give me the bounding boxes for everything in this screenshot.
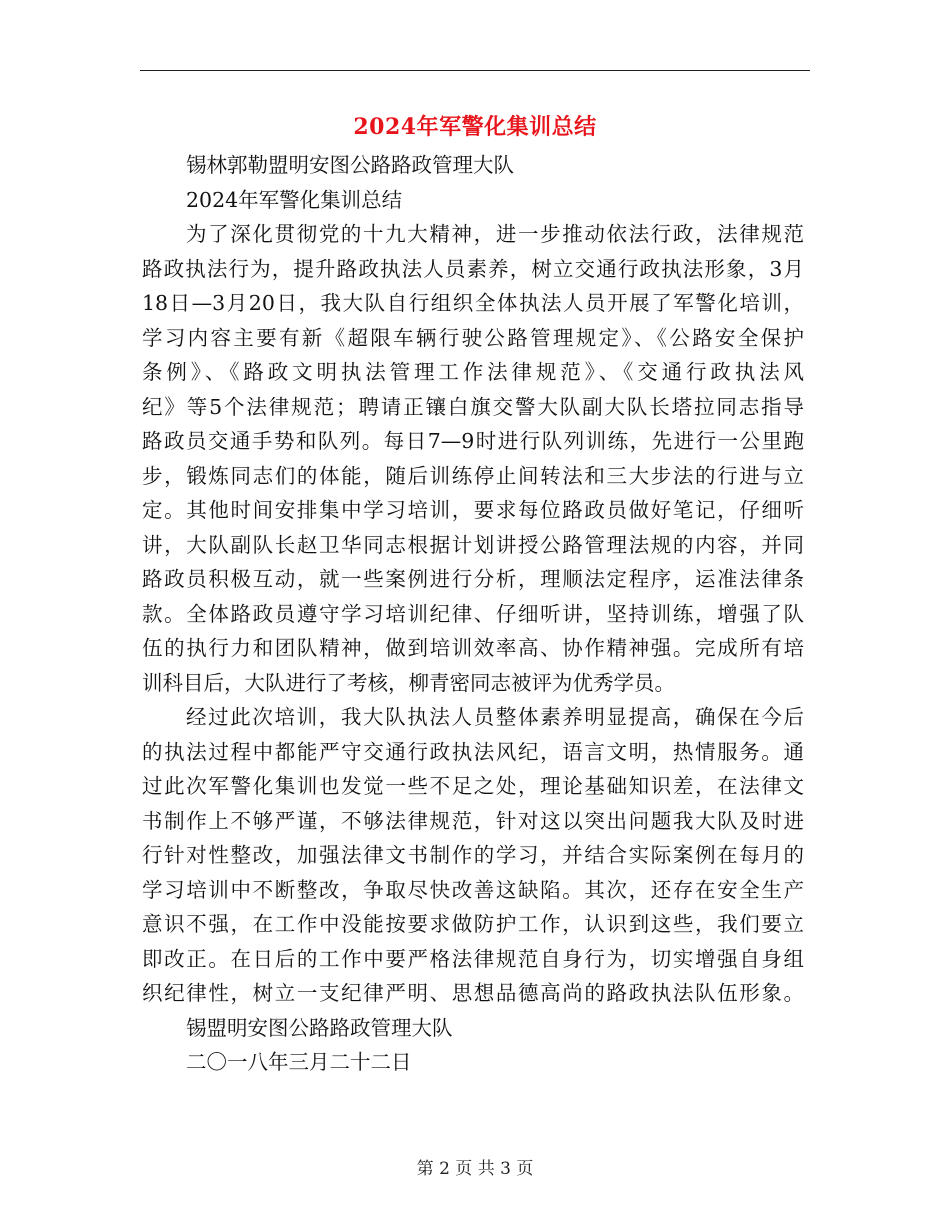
- header-rule: [140, 70, 810, 71]
- paragraph-line: 路政执法行为，提升路政执法人员素养，树立交通行政执法形象，3月: [142, 256, 804, 281]
- paragraph-line: 18日—3月20日，我大队自行组织全体执法人员开展了军警化培训，: [142, 291, 804, 315]
- paragraph-line: 路政员积极互动，就一些案例进行分析，理顺法定程序，运准法律条: [142, 567, 804, 591]
- paragraph-line: 行针对性整改，加强法律文书制作的学习，并结合实际案例在每月的: [142, 843, 804, 867]
- subtitle-line: 2024年军警化集训总结: [186, 187, 403, 212]
- paragraph-line: 为了深化贯彻党的十九大精神，进一步推动依法行政，法律规范: [186, 222, 804, 246]
- paragraph-line: 的执法过程中都能严守交通行政执法风纪，语言文明，热情服务。通: [142, 739, 804, 764]
- document-body: [142, 148, 804, 1080]
- paragraph-2: [142, 700, 804, 1011]
- signature-date: 二〇一八年三月二十二日: [186, 1050, 412, 1074]
- page-number: 第 2 页 共 3 页: [416, 1159, 534, 1179]
- paragraph-line: 路政员交通手势和队列。每日7—9时进行队列训练，先进行一公里跑: [142, 429, 804, 453]
- org-line: 锡林郭勒盟明安图公路路政管理大队: [186, 153, 514, 177]
- paragraph-line: 款。全体路政员遵守学习培训纪律、仔细听讲，坚持训练，增强了队: [142, 601, 804, 626]
- paragraph-line: 纪》等5个法律规范；聘请正镶白旗交警大队副大队长塔拉同志指导: [142, 394, 804, 419]
- paragraph-1: [142, 217, 804, 700]
- paragraph-line: 即改正。在日后的工作中要严格法律规范自身行为，切实增强自身组: [142, 946, 804, 971]
- paragraph-line: 学习内容主要有新《超限车辆行驶公路管理规定》、《公路安全保护: [142, 325, 804, 350]
- paragraph-line: 书制作上不够严谨，不够法律规范，针对这以突出问题我大队及时进: [142, 808, 804, 833]
- paragraph-line: 意识不强，在工作中没能按要求做防护工作，认识到这些，我们要立: [142, 912, 804, 936]
- paragraph-line: 训科目后，大队进行了考核，柳青密同志被评为优秀学员。: [142, 670, 675, 695]
- paragraph-line: 伍的执行力和团队精神，做到培训效率高、协作精神强。完成所有培: [142, 636, 804, 660]
- document-title: 2024年军警化集训总结: [353, 114, 597, 140]
- paragraph-line: 条例》、《路政文明执法管理工作法律规范》、《交通行政执法风: [142, 360, 804, 384]
- paragraph-line: 织纪律性，树立一支纪律严明、思想品德高尚的路政执法队伍形象。: [142, 981, 804, 1005]
- signature-org: 锡盟明安图公路路政管理大队: [186, 1015, 453, 1040]
- paragraph-line: 讲，大队副队长赵卫华同志根据计划讲授公路管理法规的内容，并同: [142, 532, 804, 557]
- paragraph-line: 过此次军警化集训也发觉一些不足之处，理论基础知识差，在法律文: [142, 774, 804, 798]
- paragraph-line: 学习培训中不断整改，争取尽快改善这缺陷。其次，还存在安全生产: [142, 877, 804, 902]
- paragraph-line: 定。其他时间安排集中学习培训，要求每位路政员做好笔记，仔细听: [142, 498, 804, 522]
- paragraph-line: 经过此次培训，我大队执法人员整体素养明显提高，确保在今后: [186, 705, 804, 729]
- paragraph-line: 步，锻炼同志们的体能，随后训练停止间转法和三大步法的行进与立: [142, 463, 804, 488]
